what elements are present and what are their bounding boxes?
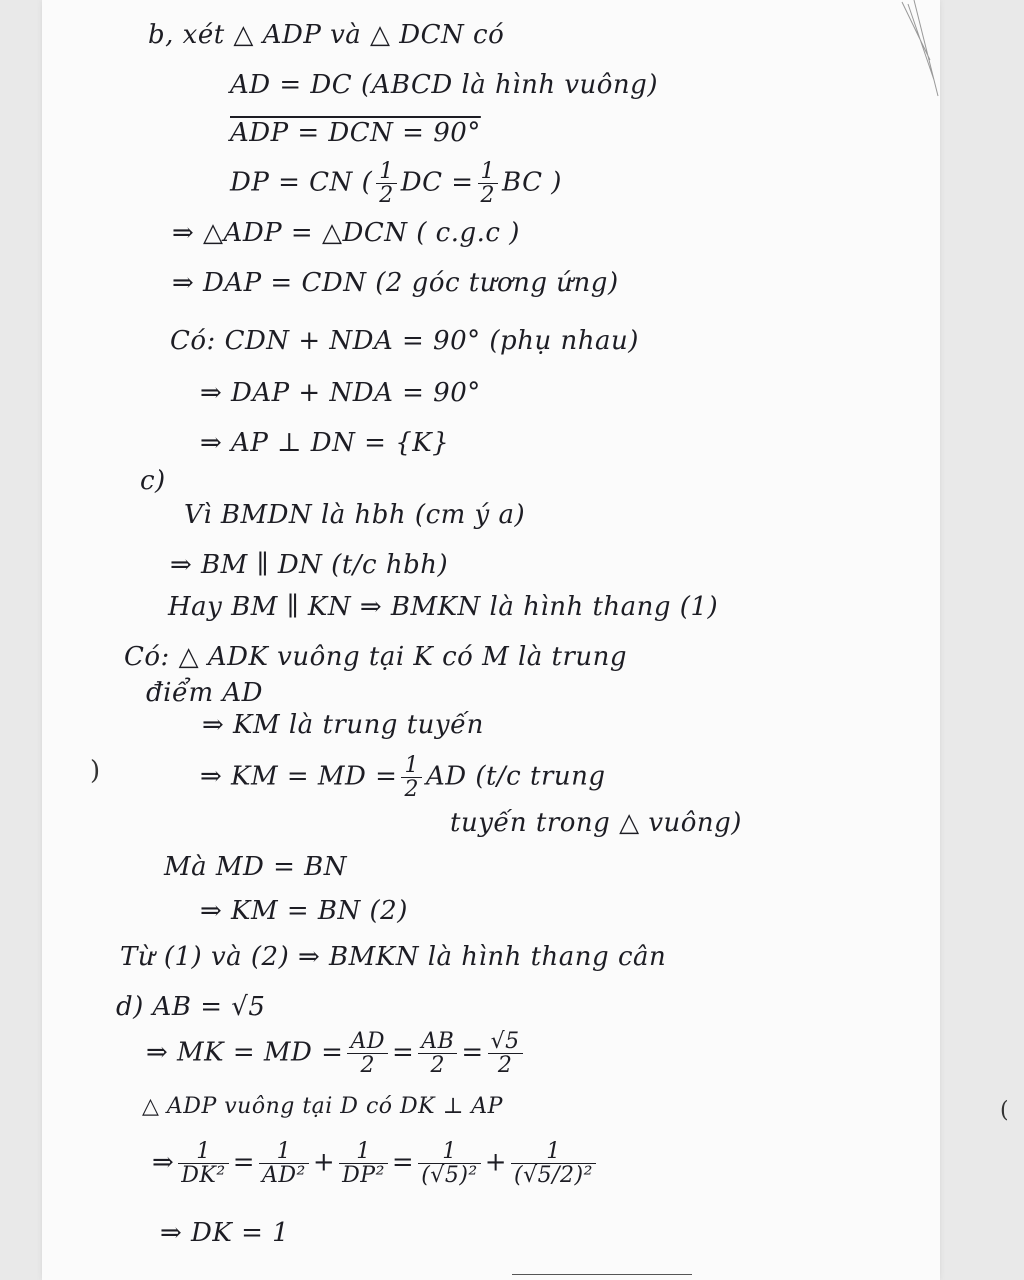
line-dp-cn-start: DP = CN ( (230, 167, 373, 198)
fraction-num: 1 (376, 160, 397, 184)
line-dp-cn-end: BC ) (502, 167, 562, 198)
equals-sign: = (391, 1147, 415, 1178)
equals-sign: = (232, 1147, 255, 1178)
fraction-num: AD (347, 1030, 388, 1054)
line-dp-cn (230, 160, 562, 207)
fraction-root5-over-2 (488, 1030, 523, 1077)
line-km-median: ⇒ KM là trung tuyến (202, 710, 484, 740)
line-perpendicular: ⇒ AP ⊥ DN = {K} (200, 428, 450, 458)
line-md-bn: Mà MD = BN (164, 852, 348, 882)
line-ad-dc: AD = DC (ABCD là hình vuông) (230, 70, 658, 100)
bottom-rule (512, 1274, 692, 1275)
line-d-ab: d) AB = √5 (116, 992, 266, 1022)
fraction-num: AB (418, 1030, 457, 1054)
fraction-den: AD² (262, 1163, 306, 1189)
line-mk-md-start: ⇒ MK = MD = (146, 1037, 344, 1068)
equals-sign: = (461, 1037, 484, 1068)
fraction-den: DP² (342, 1163, 385, 1189)
line-adp-right-at-d: △ ADP vuông tại D có DK ⊥ AP (142, 1094, 503, 1119)
handwritten-page (42, 0, 940, 1280)
fraction-num: 1 (511, 1140, 596, 1164)
line-median-right-triangle: tuyến trong △ vuông) (450, 808, 742, 838)
fraction-num: 1 (401, 754, 422, 778)
line-dp-cn-mid: DC = (400, 167, 474, 198)
fraction-1-over-ad2 (259, 1140, 309, 1187)
fraction-den: (√5)² (421, 1163, 478, 1189)
plus-sign: + (484, 1147, 508, 1178)
line-angle-adp-dcn: ADP = DCN = 90° (230, 118, 481, 148)
line-sum-90: ⇒ DAP + NDA = 90° (200, 378, 481, 408)
fraction-den: 2 (379, 183, 394, 209)
fraction-den: 2 (430, 1053, 446, 1079)
fraction-den: 2 (404, 777, 419, 803)
fraction-1-over-root5-sq (418, 1140, 481, 1187)
fraction-half-dc (376, 160, 397, 207)
fraction-den: 2 (480, 183, 496, 209)
line-km-md-start: ⇒ KM = MD = (200, 761, 398, 792)
line-midpoint-ad: điểm AD (146, 678, 263, 708)
fraction-1-over-root5-half-sq (511, 1140, 596, 1187)
implies-sign: ⇒ (152, 1147, 175, 1178)
fraction-num: 1 (178, 1140, 228, 1164)
line-complementary: Có: CDN + NDA = 90° (phụ nhau) (170, 326, 639, 356)
line-congruent: ⇒ △ADP = △DCN ( c.g.c ) (172, 218, 520, 248)
line-adk-right: Có: △ ADK vuông tại K có M là trung (124, 642, 628, 672)
line-km-bn: ⇒ KM = BN (2) (200, 896, 408, 926)
fraction-den: DK² (181, 1163, 226, 1189)
page-edge-scratches (900, 0, 940, 110)
line-angle-dap-cdn: ⇒ DAP = CDN (2 góc tương ứng) (172, 268, 619, 298)
fraction-ab-over-2 (418, 1030, 457, 1077)
label-c: c) (140, 466, 166, 496)
plus-sign: + (312, 1147, 336, 1178)
line-km-md-end: AD (t/c trung (425, 761, 606, 792)
fraction-den: 2 (497, 1053, 513, 1079)
line-b-intro: b, xét △ ADP và △ DCN có (148, 20, 505, 50)
fraction-den: (√5/2)² (514, 1163, 593, 1189)
fraction-1-over-dp2 (339, 1140, 388, 1187)
fraction-1-over-dk2 (178, 1140, 228, 1187)
fraction-half-bc (478, 160, 499, 207)
line-bmdn-hbh: Vì BMDN là hbh (cm ý a) (184, 500, 526, 530)
line-mk-md (146, 1030, 527, 1077)
fraction-num: 1 (418, 1140, 481, 1164)
line-km-md (200, 754, 606, 801)
fraction-num: 1 (478, 160, 499, 184)
line-isosceles-trapezoid: Từ (1) và (2) ⇒ BMKN là hình thang cân (120, 942, 667, 972)
line-bmkn-trapezoid: Hay BM ∥ KN ⇒ BMKN là hình thang (1) (168, 592, 719, 622)
fraction-num: 1 (339, 1140, 388, 1164)
line-altitude-formula (152, 1140, 600, 1187)
fraction-ad-over-2 (347, 1030, 388, 1077)
line-dk-result: ⇒ DK = 1 (160, 1218, 290, 1248)
margin-paren-left: ) (90, 756, 101, 786)
fraction-den: 2 (360, 1053, 375, 1079)
fraction-num: √5 (488, 1030, 523, 1054)
line-bm-parallel-dn: ⇒ BM ∥ DN (t/c hbh) (170, 550, 449, 580)
fraction-num: 1 (259, 1140, 309, 1164)
margin-paren-right: ( (1000, 1098, 1009, 1123)
fraction-half-ad (401, 754, 422, 801)
equals-sign: = (391, 1037, 415, 1068)
